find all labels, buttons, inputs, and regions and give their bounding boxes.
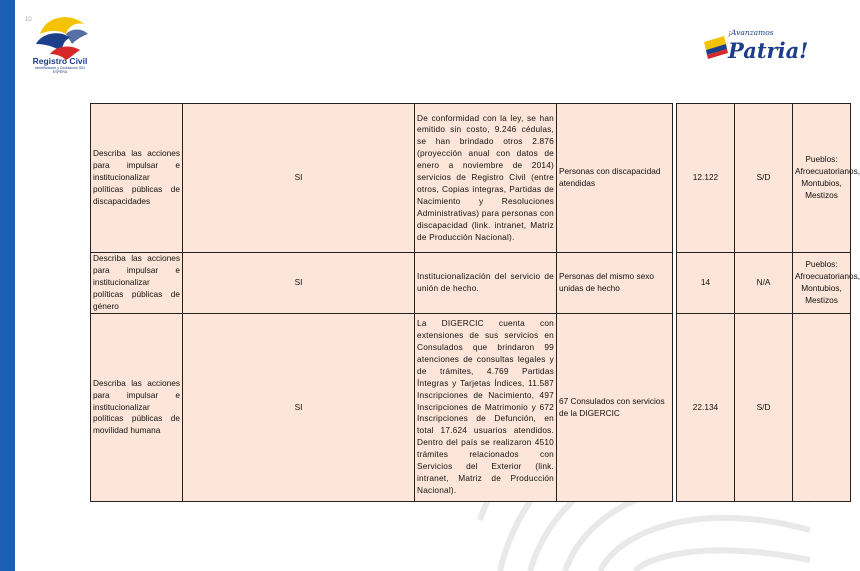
row-answer: SI: [183, 104, 415, 253]
org-name: Registro Civil: [32, 56, 88, 66]
org-tagline: Identificación y Cedulación SIN ESPERA: [35, 66, 85, 74]
row-description: Describa las acciones para impulsar e institucionalizar políticas públicas de movilidad humana: [91, 314, 183, 502]
row-count: 14: [677, 253, 735, 314]
report-table: [90, 103, 860, 502]
svg-text:¡Avanzamos: ¡Avanzamos: [728, 28, 774, 37]
table-row: [91, 314, 851, 502]
row-groups: [793, 314, 851, 502]
row-actions: La DIGERCIC cuenta con extensiones de sus servicios en Consulados que brindaron 99 atenciones de consultas legales y de trámites, 4.769 Partidas Íntegras y Tarjetas Índices, 11.587 Inscripciones de Nacimiento, 497 Inscripciones de Matrimonio y 672 Inscripciones de Defunción, en total 17.624 usuarios atendidos. Dentro del país se realizaron 4510 trámites relacionados con Servicios del Exterior (link. intranet, Matriz de Producción Nacional).: [415, 314, 557, 502]
row-description: Describa las acciones para impulsar e institucionalizar políticas públicas de discapacidades: [91, 104, 183, 253]
row-answer: SI: [183, 253, 415, 314]
svg-text:Patria!: Patria!: [728, 38, 809, 63]
row-population: 67 Consulados con servicios de la DIGERCIC: [557, 314, 673, 502]
row-answer: SI: [183, 314, 415, 502]
row-count: 12.122: [677, 104, 735, 253]
left-accent-bar: [0, 0, 15, 571]
row-extra: S/D: [735, 314, 793, 502]
row-population: Personas con discapacidad atendidas: [557, 104, 673, 253]
row-population: Personas del mismo sexo unidas de hecho: [557, 253, 673, 314]
table-row: [91, 104, 851, 253]
row-count: 22.134: [677, 314, 735, 502]
patria-logo: [702, 22, 809, 70]
page-number: 10: [25, 17, 32, 23]
row-actions: Institucionalización del servicio de unión de hecho.: [415, 253, 557, 314]
row-extra: N/A: [735, 253, 793, 314]
row-groups: Pueblos: Afroecuatorianos, Montubios, Mestizos: [793, 253, 851, 314]
row-extra: S/D: [735, 104, 793, 253]
row-description: Describa las acciones para impulsar e institucionalizar políticas públicas de género: [91, 253, 183, 314]
table-row: [91, 253, 851, 314]
row-actions: De conformidad con la ley, se han emitido sin costo, 9.246 cédulas, se han brindado otros 2.876 (proyección anual con datos de enero a noviembre de 2014) servicios de Registro Civil (entre otros, Copias íntegras, Partidas de Nacimiento y Resoluciones Administrativas) para personas con discapacidad (link. intranet, Matriz de Producción Nacional).: [415, 104, 557, 253]
row-groups: Pueblos: Afroecuatorianos, Montubios, Mestizos: [793, 104, 851, 253]
